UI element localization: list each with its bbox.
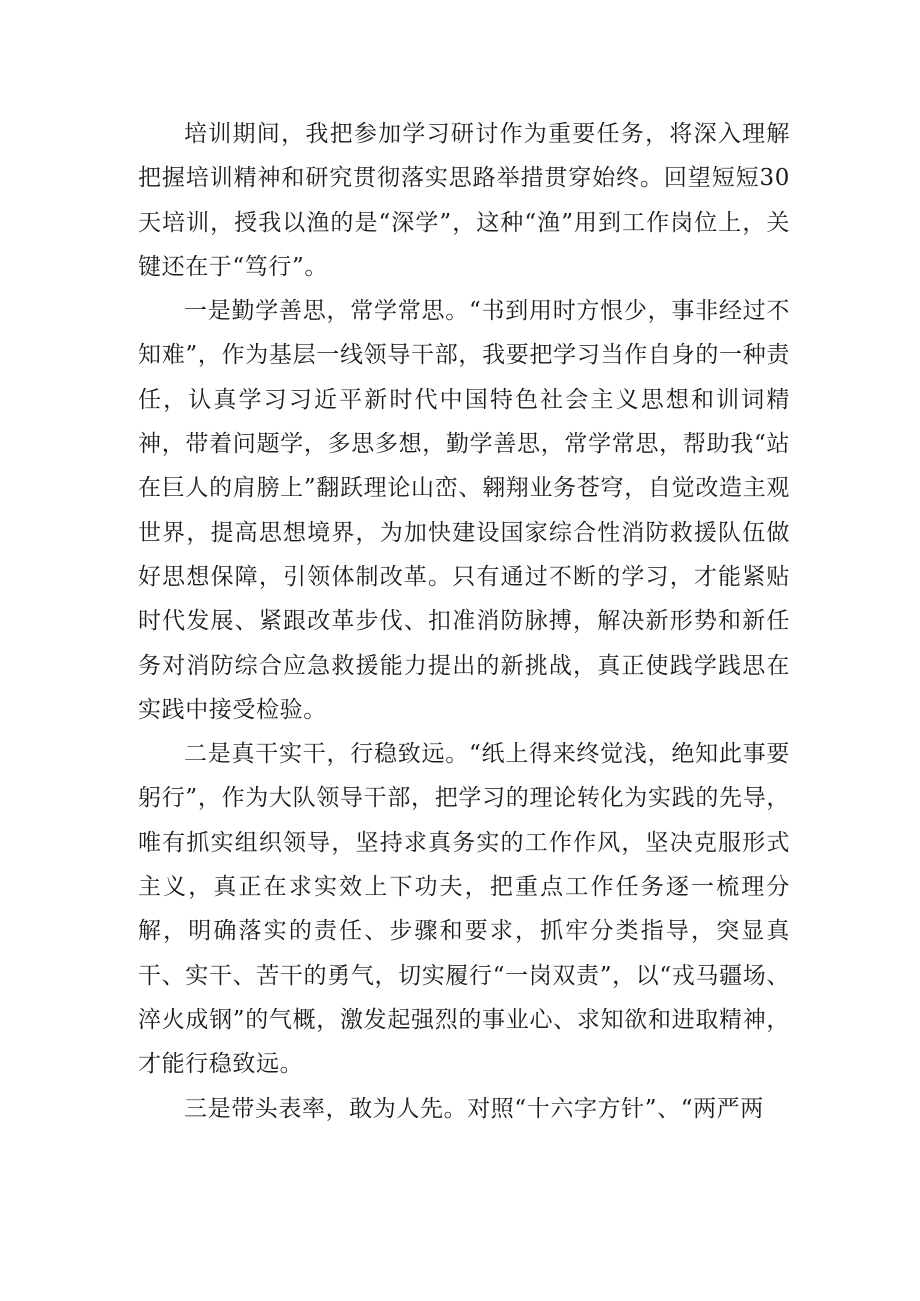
paragraph-intro: 培训期间，我把参加学习研讨作为重要任务，将深入理解把握培训精神和研究贯彻落实思路举措贯穿始终。回望短短30天培训，授我以渔的是“深学”，这种“渔”用到工作岗位上，关键还在于“笃行”。 [138,121,790,280]
paragraph-point-two: 二是真干实干，行稳致远。“纸上得来终觉浅，绝知此事要躬行”，作为大队领导干部，把学习的理论转化为实践的先导，唯有抓实组织领导，坚持求真务实的工作作风，坚决克服形式主义，真正在求实效上下功夫，把重点工作任务逐一梳理分解，明确落实的责任、步骤和要求，抓牢分类指导，突显真干、实干、苦干的勇气，切实履行“一岗双责”，以“戎马疆场、淬火成钢”的气概，激发起强烈的事业心、求知欲和进取精神，才能行稳致远。 [138,741,790,1078]
paragraph-point-three: 三是带头表率，敢为人先。对照“十六字方针”、“两严两 [184,1095,764,1122]
paragraph-point-one: 一是勤学善思，常学常思。“书到用时方恨少，事非经过不知难”，作为基层一线领导干部，我要把学习当作自身的一种责任，认真学习习近平新时代中国特色社会主义思想和训词精神，带着问题学，多思多想，勤学善思，常学常思，帮助我“站在巨人的肩膀上”翻跃理论山峦、翱翔业务苍穹，自觉改造主观世界，提高思想境界，为加快建设国家综合性消防救援队伍做好思想保障，引领体制改革。只有通过不断的学习，才能紧贴时代发展、紧跟改革步伐、扣准消防脉搏，解决新形势和新任务对消防综合应急救援能力提出的新挑战，真正使践学践思在实践中接受检验。 [138,298,790,723]
document-body [138,112,790,1131]
